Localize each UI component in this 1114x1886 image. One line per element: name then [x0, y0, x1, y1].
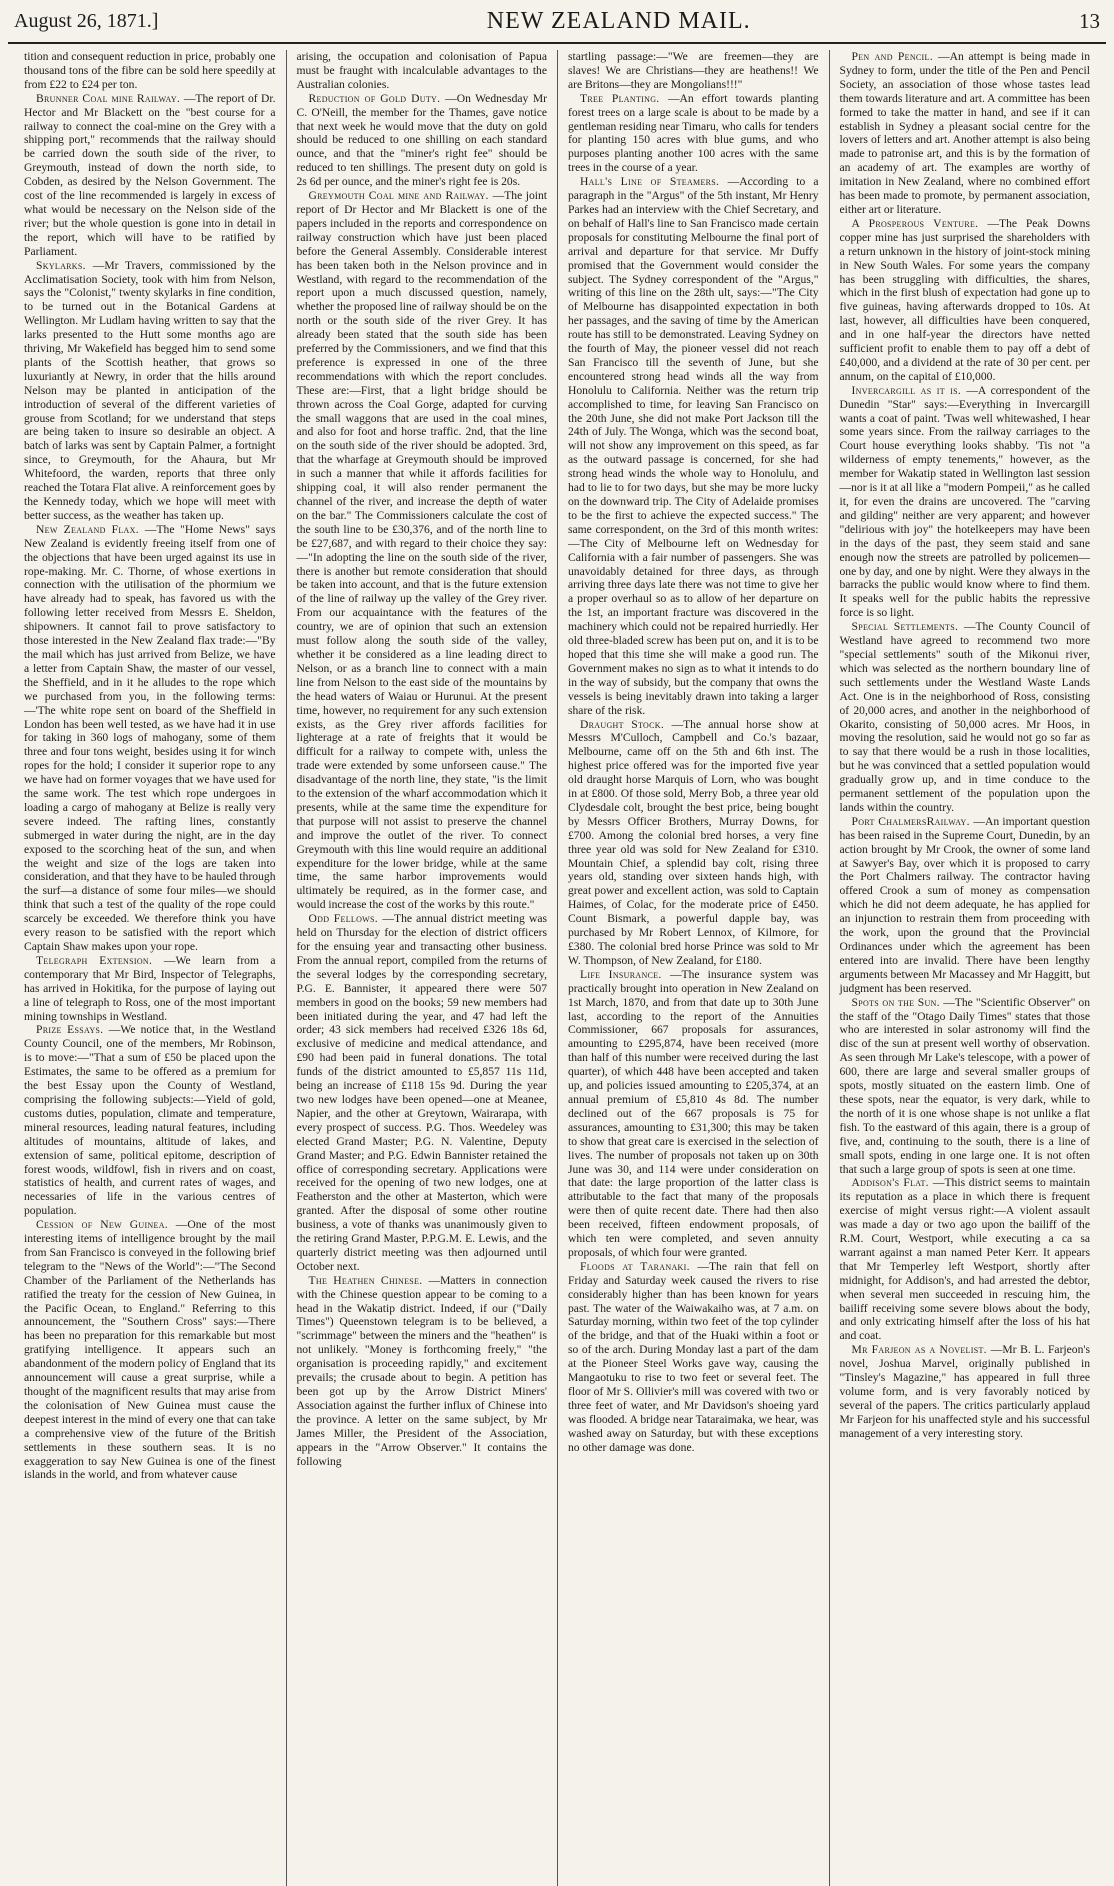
- article-text: —The joint report of Dr Hector and Mr Blackett is one of the papers included in the reports and correspondence on railway construction which have just been placed before the General Assembly. Considerable interest has been taken both in the Nelson province and in Westland, with regard to the recommendation of the report upon a much discussed question, namely, whether the proposed line of railway should be on the north or the south side of the river Grey. It has already been stated that the south side has been preferred by the Commissioners, and we find that this preference is expressed in one of the three recommendations with which the report concludes. These are:—First, that a light bridge should be thrown across the Coal Gorge, adapted for curving the small waggons that are used in the coal mines, and also for foot and horse traffic. 2nd, that the line on the south side of the river should be adopted. 3rd, that the wharfage at Greymouth should be improved in such a manner that while it affords facilities for shipping coal, it will also render permanent the channel of the river, and increase the depth of water on the bar." The Commissioners calculate the cost of the south line to be £30,376, and of the north line to be £27,687, and with regard to their choice they say:—"In adopting the line on the south side of the river, there is another but remote consideration that should be taken into account, and that is the future extension of the line of railway up the valley of the Grey river. From our acquaintance with the features of the country, we are of opinion that such an extension must follow along the south side of the valley, whether it be considered as a line leading direct to Nelson, or as a branch line to connect with a main line from Nelson to the east side of the mountains by the head waters of Waiau or Hurunui. At the present time, however, no requirement for any such extension exists, as the Grey river affords facilities for lighterage at a rate of freights that it would be difficult for a railway to compete with, unless the trade were extended by some unforseen cause." The disadvantage of the north line, they state, "is the limit to the extension of the wharf accommodation which it presents, while at the same time the expenditure for that purpose will not assist to preserve the channel and improve the outlet of the river. To connect Greymouth with this line would require an additional expenditure for the lower bridge, while at the same time, the same harbor improvements would ultimately be required, as in the former case, and would increase the cost of the works by this route.": [296, 189, 548, 912]
- article-paragraph: [840, 996, 1091, 1177]
- article-paragraph: [24, 259, 276, 523]
- masthead: [8, 0, 1106, 44]
- article-heading: Hall's Line of Steamers.: [580, 175, 720, 189]
- article-text: —The rain that fell on Friday and Saturday week caused the rivers to rise considerably higher than has been known for years past. The water of the Waiwakaiho was, at 7 a.m. on Saturday morning, within two feet of the top cylinder of the bridge, and that of the Huaki within a foot or so of the arch. During Monday last a part of the dam at the Pioneer Steel Works gave way, causing the Mangaotuku to rise to two feet or several feet. The floor of Mr S. Ollivier's mill was covered with two or three feet of water, and Mr Davidson's shoeing yard was flooded. A bridge near Tataraimaka, we hear, was washed away on Saturday, but with these exceptions no other damage was done.: [568, 1259, 819, 1454]
- article-heading: Odd Fellows.: [308, 912, 378, 926]
- article-heading: New Zealand Flax.: [36, 522, 139, 536]
- article-heading: Skylarks.: [36, 258, 86, 272]
- article-text: startling passage:—"We are freemen—they are slaves! We are Christians—they are heathens!! We are Britons—they are Mongolians!!!": [568, 50, 819, 91]
- article-paragraph: [840, 384, 1091, 620]
- article-paragraph: [840, 1343, 1091, 1440]
- article-text: —The annual horse show at Messrs M'Culloch, Campbell and Co.'s bazaar, Melbourne, came off on the 5th and 6th inst. The highest price offered was for the imported five year old draught horse Marquis of Lorn, who was bought in at £800. Of those sold, Merry Bob, a three year old Clydesdale colt, brought the best price, being bought by Messrs Officer Brothers, Murray Downs, for £700. Among the colonial bred horses, a very fine three year old was sold for New Zealand for £310. Mountain Chief, a splendid bay colt, rising three years old, standing over sixteen hands high, with great power and excellent action, was sold to Captain Haimes, of Colac, for the moderate price of £450. Count Bismark, a powerful dapple bay, was purchased by Mr Robert Lennox, of Kilmore, for £380. The colonial bred horse Prince was sold to Mr W. Thompson, of New Zealand, for £180.: [568, 717, 819, 967]
- article-heading: Greymouth Coal mine and Railway.: [308, 189, 489, 203]
- article-text: —We learn from a contemporary that Mr Bird, Inspector of Telegraphs, has arrived in Hokitika, for the purpose of laying out a line of telegraph to Ross, one of the most important mining townships in Westland.: [24, 953, 276, 1023]
- article-heading: Cession of New Guinea.: [36, 1218, 168, 1232]
- article-heading: Tree Planting.: [580, 91, 660, 105]
- article-text: —The "Home News" says New Zealand is evidently freeing itself from one of the objections that have been urged against its use in rope-making. Mr. C. Thorne, of whose exertions in connection with the utilisation of the phormium we have already had to speak, has favored us with the following letter received from Messrs E. Sheldon, shipowners. It cannot fail to prove satisfactory to those interested in the New Zealand flax trade:—"By the mail which has just arrived from Belize, we have a letter from Captain Shaw, the master of our vessel, the Sheffield, and in it he alludes to the rope which we purchased from you, in the following terms:—'The white rope sent on board of the Sheffield in London has been well tested, as we have had it in use for taking in 360 logs of mahogany, some of them three and four tons weight, besides using it for winch ropes for the hold; I consider it superior rope to any we have had on former voyages that we have used for the same work. The test which rope undergoes in loading a cargo of mahogany at Belize is really very severe indeed. The rafting lines, constantly submerged in water during the night, are in the day exposed to the scorching heat of the sun, and when the weight and size of the logs are taken into consideration, and that they have to be hauled through the surf—a distance of some four miles—we should think that such a test of the quality of the rope could scarcely be exceeded. We therefore think you have every reason to be satisfied with the report which Captain Shaw makes upon your rope.: [24, 522, 276, 953]
- column-2: [286, 50, 558, 1886]
- article-text: —A correspondent of the Dunedin "Star" says:—Everything in Invercargill wants a coat of paint. 'Twas well whitewashed, I hear some years since. From the railway carriages to the Court house everything looks shabby. 'Tis not "a wilderness of empty tenements," however, as the member for Wakatip stated in Wellington last session—nor is it at all like a "modern Pompeii," as he called it, for even the drains are uncovered. The "carving and gilding" neither are very apparent; and however "delirious with joy" the hotelkeepers may have been in the days of the past, they seem staid and sane enough now the streets are patrolled by policemen—one by day, and one by night. Were they always in the barracks the public would know where to find them. It speaks well for the public habits the repressive force is so light.: [839, 383, 1091, 620]
- article-columns: [14, 50, 1100, 1886]
- article-heading: Addison's Flat.: [851, 1176, 929, 1190]
- page-number: 13: [1078, 8, 1100, 33]
- article-text: tition and consequent reduction in price, probably one thousand tons of the fibre can be sold here speedily at from £22 to £24 per ton.: [24, 50, 276, 91]
- article-paragraph: [568, 968, 819, 1260]
- article-heading: Life Insurance.: [580, 967, 662, 981]
- article-paragraph: [297, 50, 548, 92]
- article-text: —According to a paragraph in the "Argus" of the 5th instant, Mr Henry Parkes had an interview with the Chief Secretary, and on behalf of Hall's line to San Francisco made certain proposals for constituting Melbourne the final port of arrival and departure for that service. Mr Duffy promised that the Government would consider the subject. The Sydney correspondent of the "Argus," writing of this line on the 28th ult, says:—"The City of Melbourne has disappointed expectation in both her passages, and the saving of time by the American route has still to be demonstrated. Leaving Sydney on the fourth of May, the pioneer vessel did not reach San Francisco till the seventh of June, but she encountered strong head winds all the way from Honolulu to California. Neither was the return trip accomplished to time, for leaving San Francisco on the 20th June, she did not make Port Jackson till the 24th of July. The Wonga, which was the second boat, will not show any improvement on this speed, as far as the outward passage is concerned, for she had strong head winds the whole way to Honolulu, and had to lie to for two days, but she may be more lucky on the downward trip. The City of Adelaide promises to be the first to achieve the expected success." The same correspondent, on the 3rd of this month writes:—The City of Melbourne left on Wednesday for California with a fair number of passengers. She was unavoidably detained for three days, as through arriving three days late there was not time to give her a proper overhaul so as to allow of her departure on the 1st, an important fracture was discovered in the machinery which could not be repaired hurriedly. Her old three-bladed screw has been put on, and it is to be hoped that this time she will make a good run. The Government makes no sign as to what it intends to do in the way of subsidy, but the company that owns the vessels is being inevitably drawn into taking a larger share of the risk.: [568, 175, 819, 717]
- article-text: —Mr Travers, commissioned by the Acclimatisation Society, took with him from Nelson, says the "Colonist," twenty skylarks in fine condition, to be turned out in the Botanical Gardens at Wellington. Mr Ludlam having written to say that the larks presented to the Hutt some months ago are thriving, Mr Wakefield has begged him to send some plants of the Scottish heather, that grows so luxuriantly at Newry, in order that the hills around Nelson may be planted in anticipation of the introduction of several of the different varieties of grouse from Scotland; for we understand that steps are being taken to insure so desirable an object. A batch of larks was sent by Captain Palmer, a fortnight since, to Greymouth, for the Ahaura, but Mr Whitefoord, the warden, reports that three only reached the Totara Flat alive. A reinforcement goes by the Kennedy today, which we hope will meet with better success, as the weather has taken up.: [24, 258, 276, 522]
- article-heading: Special Settlements.: [851, 620, 959, 634]
- article-paragraph: [840, 815, 1091, 996]
- column-1: [14, 50, 286, 1886]
- article-paragraph: [568, 175, 819, 717]
- article-text: —An important question has been raised in the Supreme Court, Dunedin, by an action brought by Mr Crook, the owner of some land at Sawyer's Bay, over which it is proposed to carry the Port Chalmers railway. The contractor having offered Crook a sum of money as compensation which he did not deem adequate, he has applied for an injunction to restrain them from proceeding with the work, upon the ground that the Provincial Ordinances under which the agreement has been entered into are invalid. There have been lengthy arguments between Mr Macassey and Mr Haggitt, but judgment has been reserved.: [839, 814, 1090, 995]
- article-text: —The insurance system was practically brought into operation in New Zealand on 1st March, 1870, and from that date up to 30th June last, according to the report of the Annuities Commissioner, 667 proposals for assurances, amounting to £295,874, have been received (more than half of this number were received during the last quarter), of which 448 have been accepted and taken up, and policies issued amounting to £205,374, at an annual premium of £5,810 4s 8d. The number declined out of the 667 proposals is 75 for assurances, amounting to £31,300; this may be taken to show that great care is exercised in the selection of lives. The number of proposals not taken up on 30th June was 30, and 114 were under consideration on that date: the large proportion of the latter class is attributable to the fact that many of the proposals were then of quite recent date. There had then also been received, fifteen endowment proposals, of which ten were completed, and seven annuity proposals, of which four were granted.: [568, 967, 819, 1259]
- article-heading: The Heathen Chinese.: [308, 1273, 423, 1287]
- article-heading: Pen and Pencil.: [851, 50, 933, 63]
- article-paragraph: [297, 92, 548, 189]
- article-text: —The annual district meeting was held on Thursday for the election of district officers for the ensuing year and transacting other business. From the annual report, compiled from the returns of the several lodges by the corresponding secretary, P.G. E. Bannister, it appeared there were 507 members in good on the books; 59 new members had been initiated during the year, and 47 had left the order; 43 sick members had received £326 18s 6d, exclusive of medicine and medical attendance, and £90 had been paid in funeral donations. The total funds of the district amounted to £5,857 11s 11d, being an increase of £118 15s 9d. During the year two new lodges have been opened—one at Meanee, Napier, and the other at Greytown, Wairarapa, with every prospect of success. P.G. Thos. Weedeley was elected Grand Master; P.G. N. Valentine, Deputy Grand Master; and P.G. Edwin Bannister retained the office of corresponding secretary. Applications were received for the opening of two new lodges, one at Featherston and the other at Masterton, which were granted. After the disposal of some other routine business, a vote of thanks was unanimously given to the retiring Grand Master, P.P.G.M. E. Lewis, and the quarterly district meeting was then adjourned until October next.: [296, 912, 547, 1273]
- article-heading: Mr Farjeon as a Novelist.: [851, 1343, 987, 1357]
- article-heading: Spots on the Sun.: [851, 995, 940, 1009]
- article-text: —On Wednesday Mr C. O'Neill, the member for the Thames, gave notice that next week he would move that the duty on gold should be reduced to one shilling on each standard ounce, and that the "miner's right fee" should be reduced to ten shillings. The present duty on gold is 2s 6d per ounce, and the miner's right fee is 20s.: [296, 91, 547, 189]
- article-paragraph: [568, 718, 819, 968]
- article-paragraph: [24, 954, 276, 1024]
- article-text: —This district seems to maintain its reputation as a place in which there is frequent exercise of might versus right:—A violent assault was made a day or two ago upon the bailiff of the R.M. Court, Westport, while executing a ca sa warrant against a man named Peter Kerr. It appears that Mr Temperley left Westport, shortly after midnight, for Addison's, and had arrested the debtor, when several men succeeded in rescuing him, the bailiff receiving some severe blows about the body, and only extricating himself after the loss of his hat and coat.: [839, 1176, 1091, 1343]
- article-paragraph: [840, 620, 1091, 815]
- article-text: —The County Council of Westland have agreed to recommend two more "special settlements" south of the Mikonui river, which was selected as the northern boundary line of such settlements under the Westland Waste Lands Act. One is in the neighborhood of Ross, consisting of 20,000 acres, and another in the neighborhood of Okarito, consisting of 50,000 acres. Mr Hoos, in moving the resolution, said he would not go so far as to say that there would be a rush in those localities, but he was convinced that a settled population would gradually grow up, and in time conduce to the permanent settlement of the population upon the lands within the country.: [839, 620, 1090, 814]
- article-text: —An effort towards planting forest trees on a large scale is about to be made by a gentleman residing near Timaru, who calls for tenders for planting 150 acres with blue gums, and who purposes planting another 100 acres with the same trees in the course of a year.: [568, 91, 819, 175]
- issue-date: August 26, 1871.]: [14, 9, 159, 32]
- article-paragraph: [24, 1218, 276, 1482]
- article-paragraph: [297, 1274, 548, 1469]
- article-paragraph: [568, 50, 819, 92]
- article-heading: Port ChalmersRailway.: [851, 814, 970, 828]
- article-paragraph: [568, 1260, 819, 1455]
- article-text: —The report of Dr. Hector and Mr Blackett on the "best course for a railway to connect the coal-mine on the Grey with a shipping port," recommends that the railway should be carried down the south side of the river, to Greymouth, instead of down the north side, to Cobden, as desired by the Nelson Government. The cost of the line recommended is largely in excess of what would be necessary on the Nelson side of the river; but the whole question is gone into in detail in the report, which will have to be ratified by Parliament.: [24, 91, 276, 258]
- article-text: —One of the most interesting items of intelligence brought by the mail from San Francisco is conveyed in the following brief telegram to the "News of the World":—"The Second Chamber of the Parliament of the Netherlands has ratified the treaty for the cession of New Guinea, in the Pacific Ocean, to England." Referring to this announcement, the "Southern Cross" says:—There has been no preparation for this remarkable but most gratifying intelligence. It appears such an abandonment of the modern policy of England that its announcement will cause a great surprise, while a thought of the magnificent results that may arise from the colonisation of New Guinea must cause the deepest interest in the mind of every one that can take a comprehensive view of the future of the British settlements in these southern seas. It is no exaggeration to say New Guinea is one of the finest islands in the world, and from whatever cause: [24, 1218, 276, 1482]
- newspaper-title: NEW ZEALAND MAIL.: [486, 7, 751, 34]
- article-paragraph: [24, 50, 276, 92]
- article-heading: Prize Essays.: [36, 1023, 104, 1037]
- article-text: arising, the occupation and colonisation of Papua must be fraught with incalculable advantages to the Australian colonies.: [296, 50, 547, 91]
- article-heading: Telegraph Extension.: [36, 953, 153, 967]
- article-heading: Draught Stock.: [580, 717, 665, 731]
- article-paragraph: [840, 217, 1091, 384]
- column-4: [829, 50, 1101, 1886]
- article-text: —The Peak Downs copper mine has just surprised the shareholders with a return unknown in the history of joint-stock mining in New South Wales. For some years the company has been struggling with difficulties, the shares, which in the first blush of expectation had gone up to five guineas, having afterwards dropped to 10s. At last, however, all difficulties have been conquered, and in one half-year the directors have netted sufficient profit to enable them to pay off a debt of £40,000, and a dividend at the rate of 30 per cent. per annum, on the capital of £10,000.: [839, 216, 1090, 383]
- article-heading: Reduction of Gold Duty.: [308, 91, 441, 105]
- article-heading: Invercargill as it is.: [851, 383, 962, 397]
- article-paragraph: [297, 912, 548, 1274]
- article-text: —Mr B. L. Farjeon's novel, Joshua Marvel, originally published in "Tinsley's Magazine," has appeared in full three volume form, and is very favorably noticed by several of the papers. The critics particularly applaud Mr Farjeon for his unaffected style and his successful management of a very interesting story.: [839, 1343, 1090, 1440]
- article-paragraph: [840, 50, 1091, 217]
- article-heading: Floods at Taranaki.: [580, 1259, 690, 1273]
- article-heading: Brunner Coal mine Railway.: [36, 91, 181, 105]
- article-text: —Matters in connection with the Chinese question appear to be coming to a head in the Wakatip district. Indeed, if our ("Daily Times") Queenstown telegram is to be believed, a "scrimmage" between the miners and the "heathen" is not unlikely. "Money is forthcoming freely," "the organisation is proceeding rapidly," and excitement prevails; the crusade about to begin. A petition has been got up by the Arrow District Miners' Association against the further influx of Chinese into the province. A letter on the same subject, by Mr James Miller, the President of the Association, appears in the "Arrow Observer." It contains the following: [296, 1273, 548, 1468]
- article-paragraph: [24, 92, 276, 259]
- column-3: [557, 50, 829, 1886]
- article-paragraph: [297, 189, 548, 912]
- article-text: —An attempt is being made in Sydney to form, under the title of the Pen and Pencil Society, an association of those whose tastes lead them towards literature and art. A committee has been formed to take the matter in hand, and see if it can establish in Sydney a pleasant social centre for the lovers of letters and art. Another attempt is also being made to patronise art, and this is by the formation of an academy of art. The examples are worthy of imitation in New Zealand, where no combined effort has been made to promote, by permanent association, either art or literature.: [839, 50, 1091, 216]
- article-paragraph: [840, 1176, 1091, 1343]
- article-paragraph: [24, 1023, 276, 1218]
- article-heading: A Prosperous Venture.: [851, 216, 979, 230]
- article-paragraph: [24, 523, 276, 954]
- article-paragraph: [568, 92, 819, 175]
- article-text: —We notice that, in the Westland County Council, one of the members, Mr Robinson, is to move:—"That a sum of £50 be placed upon the Estimates, the same to be offered as a premium for the best Essay upon the County of Westland, comprising the following subjects:—Yield of gold, customs duties, population, climate and temperature, mineral resources, leading natural features, including altitudes of mountains, altitude of lakes, and extension of same, political epitome, description of forest woods, wildfowl, fish in rivers and on coast, statistics of health, and current rates of wages, and necessaries of life in the various centres of population.: [24, 1023, 276, 1218]
- article-text: —The "Scientific Observer" on the staff of the "Otago Daily Times" states that those who are interested in solar astronomy will find the disc of the sun at present well worthy of observation. As seen through Mr Lake's telescope, with a power of 600, there are large and several smaller groups of spots, mostly situated on the eastern limb. One of these spots, near the equator, is very dark, while to the north of it is one whose shape is not unlike a flat fish. To the eastward of this again, there is a group of five, and, continuing to the south, there is a line of small spots, ending in one large one. It is not often that such a large group of spots is seen at one time.: [839, 995, 1091, 1176]
